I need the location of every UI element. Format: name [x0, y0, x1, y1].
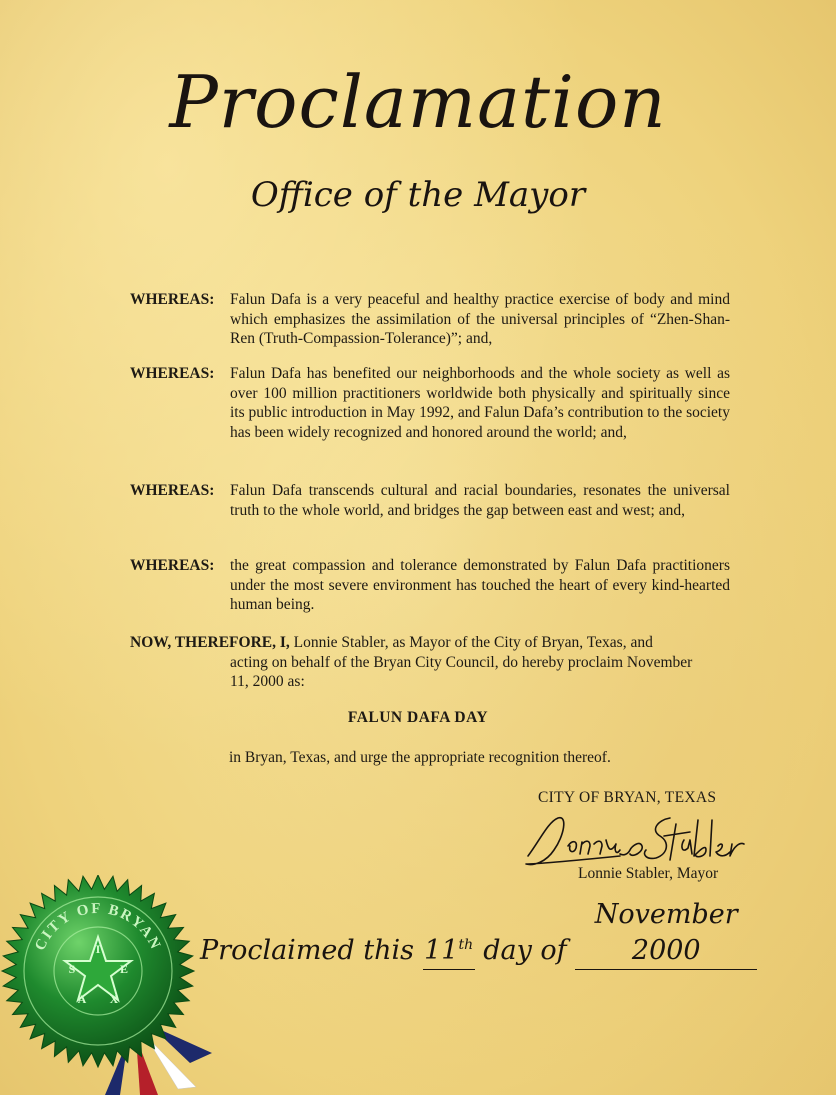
proclamation-title: Proclamation: [169, 60, 667, 144]
therefore-line-1: Lonnie Stabler, as Mayor of the City of Bryan, Texas, and: [293, 634, 653, 651]
clause-lead: WHEREAS:: [130, 482, 215, 499]
proclaimed-month-year: [575, 897, 757, 970]
urge-text: in Bryan, Texas, and urge the appropriate recognition thereof.: [229, 749, 611, 766]
seal-star-letter: X: [109, 992, 119, 1006]
therefore-lead: NOW, THEREFORE, I,: [130, 634, 290, 651]
seal-star-letter: E: [119, 962, 129, 976]
signature-city: CITY OF BRYAN, TEXAS: [538, 789, 717, 806]
proclaimed-year: 2000: [631, 935, 701, 966]
signature-name-title: Lonnie Stabler, Mayor: [578, 865, 719, 882]
clause-text: Falun Dafa has benefited our neighborhoods and the whole society as well as over 100 million practitioners worldwide both physically and spiritually since its public introduction in May 1992, and Falun Dafa’s contribution to the society has been widely recognized and honored around the world; and,: [230, 365, 730, 441]
clause-text: the great compassion and tolerance demonstrated by Falun Dafa practitioners under the most severe environment has touched the heart of every kind-hearted human being.: [230, 557, 730, 613]
whereas-clause-1: [130, 290, 730, 350]
office-subtitle: Office of the Mayor: [250, 175, 586, 215]
seal-star-letter: S: [68, 962, 76, 976]
proclaimed-date-line: [200, 897, 757, 970]
whereas-clause-4: [130, 556, 730, 616]
proclaimed-day-number: 11: [424, 935, 459, 966]
proclaimed-day: [423, 927, 475, 970]
clause-text: Falun Dafa transcends cultural and racial boundaries, resonates the universal truth to the whole world, and bridges the gap between east and west; and,: [230, 482, 730, 519]
proclaimed-middle: day of: [483, 935, 567, 966]
proclaimed-day-name: FALUN DAFA DAY: [347, 709, 489, 726]
therefore-line-3: 11, 2000 as:: [230, 673, 305, 690]
city-seal: [0, 875, 215, 1095]
whereas-clause-2: [130, 364, 730, 464]
seal-star-letter: A: [77, 992, 87, 1006]
therefore-line-2: acting on behalf of the Bryan City Council, do hereby proclaim November: [230, 653, 693, 671]
proclaimed-prefix: Proclaimed this: [200, 935, 414, 966]
mayor-signature: [520, 810, 750, 872]
clause-lead: WHEREAS:: [130, 291, 215, 308]
seal-star-letter: T: [93, 942, 103, 956]
proclaimed-month: November: [594, 899, 738, 930]
clause-lead: WHEREAS:: [130, 557, 215, 574]
therefore-clause: [130, 633, 730, 692]
clause-lead: WHEREAS:: [130, 365, 215, 382]
proclaimed-day-suffix: th: [458, 937, 474, 953]
clause-text: Falun Dafa is a very peaceful and healthy practice exercise of body and mind which emphasizes the assimilation of the universal principles of “Zhen-Shan-Ren (Truth-Compassion-Tolerance)”; and,: [230, 291, 730, 347]
seal-text: CITY OF BRYAN: [32, 900, 164, 954]
whereas-clause-3: [130, 481, 730, 541]
